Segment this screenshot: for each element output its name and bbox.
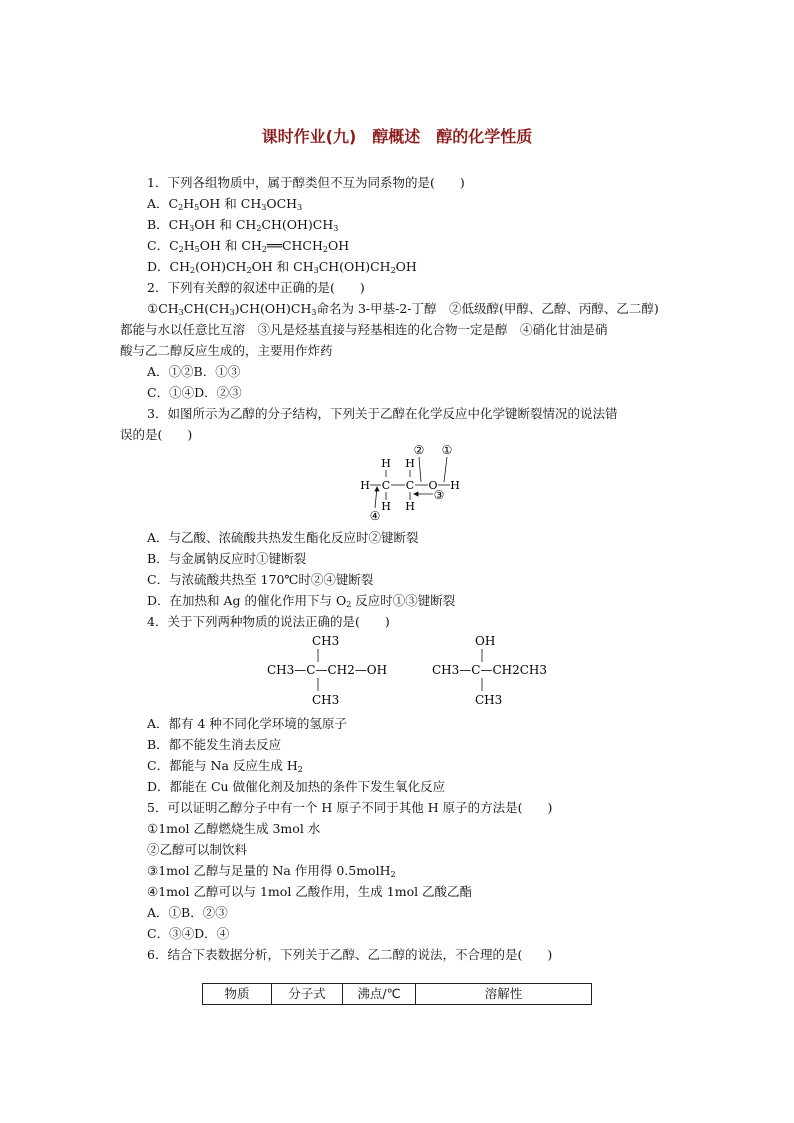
q4-option-b: B．都不能发生消去反应 bbox=[147, 737, 282, 752]
atom-h-top-2: H bbox=[405, 457, 415, 470]
q5-statement-4: ④1mol 乙醇可以与 1mol 乙酸作用，生成 1mol 乙酸乙酯 bbox=[147, 884, 473, 899]
right-main-chain: CH3—C—CH2CH3 bbox=[432, 663, 548, 677]
q2-statement-1: $①CH_3CH(CH_3)CH(OH)CH_3$命名为 3-甲基-2-丁醇 ②低级醇(甲醇、乙醇、丙醇、乙二醇) bbox=[147, 301, 659, 317]
atom-o: O bbox=[428, 479, 438, 492]
bond-label-3: ③ bbox=[433, 488, 445, 502]
q4-stem: 4．关于下列两种物质的说法正确的是( ) bbox=[147, 614, 390, 629]
q5-statement-2: ②乙醇可以制饮料 bbox=[147, 842, 248, 857]
header-solubility: 溶解性 bbox=[484, 986, 523, 1001]
q2-statement-3: 酸与乙二醇反应生成的，主要用作炸药 bbox=[120, 343, 333, 358]
atom-h-bot-2: H bbox=[405, 500, 415, 513]
q6-data-table-header bbox=[202, 983, 592, 1005]
header-boiling-point: 沸点/℃ bbox=[343, 984, 416, 1004]
q4-option-c: C．都能与 Na 反应生成 $H_2$ bbox=[147, 758, 303, 774]
q5-statement-3: ③1mol 乙醇与足量的 Na 作用得 0.5molH$_2$ bbox=[147, 863, 396, 879]
q1-stem: 1．下列各组物质中，属于醇类但不互为同系物的是( ) bbox=[147, 175, 465, 190]
q2-options-cd: C．①④D．②③ bbox=[147, 385, 242, 400]
q1-option-c: C．$C_2H_5OH$ 和 $CH_2══CHCH_2OH$ bbox=[147, 238, 350, 254]
q3-option-b: B．与金属钠反应时①键断裂 bbox=[147, 551, 307, 566]
bond-label-4: ④ bbox=[369, 509, 381, 523]
atom-h-right: H bbox=[450, 479, 460, 492]
q2-statement-2: 都能与水以任意比互溶 ③凡是烃基直接与羟基相连的化合物一定是醇 ④硝化甘油是硝 bbox=[120, 322, 608, 337]
q6-stem: 6．结合下表数据分析，下列关于乙醇、乙二醇的说法，不合理的是( ) bbox=[147, 947, 553, 962]
q3-stem-1: 3．如图所示为乙醇的分子结构，下列关于乙醇在化学反应中化学键断裂情况的说法错 bbox=[147, 406, 618, 421]
left-top-group: CH3 bbox=[312, 634, 340, 648]
atom-c-1: C bbox=[381, 479, 391, 492]
q3-stem-2: 误的是( ) bbox=[120, 427, 193, 442]
q5-statement-1: ①1mol 乙醇燃烧生成 3mol 水 bbox=[147, 821, 321, 836]
left-bottom-group: CH3 bbox=[312, 693, 340, 707]
q2-options-ab: A．①②B．①③ bbox=[147, 364, 241, 379]
left-main-chain: CH3—C—CH2—OH bbox=[267, 663, 388, 677]
q4-option-a: A．都有 4 种不同化学环境的氢原子 bbox=[147, 716, 347, 731]
q5-options-cd: C．③④D．④ bbox=[147, 926, 230, 941]
q5-options-ab: A．①B．②③ bbox=[147, 905, 228, 920]
q3-option-d: D．在加热和 Ag 的催化作用下与 $O_2$ 反应时①③键断裂 bbox=[147, 593, 456, 609]
q3-option-a: A．与乙酸、浓硫酸共热发生酯化反应时②键断裂 bbox=[147, 530, 419, 545]
bond-label-2: ② bbox=[413, 443, 425, 457]
q2-stem: 2．下列有关醇的叙述中正确的是( ) bbox=[147, 280, 365, 295]
q1-option-a: A．$C_2H_5OH$ 和 $CH_3OCH_3$ bbox=[147, 196, 303, 212]
q4-option-d: D．都能在 Cu 做催化剂及加热的条件下发生氧化反应 bbox=[147, 779, 446, 794]
structural-formulas bbox=[262, 632, 572, 710]
right-top-group: OH bbox=[475, 634, 496, 648]
atom-h-left: H bbox=[360, 479, 370, 492]
atom-h-bot-1: H bbox=[381, 500, 391, 513]
header-substance: 物质 bbox=[203, 984, 272, 1004]
atom-c-2: C bbox=[405, 479, 415, 492]
q5-stem: 5．可以证明乙醇分子中有一个 H 原子不同于其他 H 原子的方法是( ) bbox=[147, 800, 553, 815]
right-bottom-group: CH3 bbox=[475, 693, 503, 707]
q3-option-c: C．与浓硫酸共热至 170℃时②④键断裂 bbox=[147, 572, 374, 587]
ethanol-structure-diagram bbox=[355, 442, 475, 524]
q1-option-b: B．$CH_3OH$ 和 $CH_2CH(OH)CH_3$ bbox=[147, 217, 339, 233]
q1-option-d: D．$CH_2(OH)CH_2OH$ 和 $CH_3CH(OH)CH_2OH$ bbox=[147, 259, 417, 275]
atom-h-top-1: H bbox=[381, 457, 391, 470]
bond-label-1: ① bbox=[441, 443, 453, 457]
page-title: 课时作业(九) 醇概述 醇的化学性质 bbox=[261, 127, 533, 146]
header-formula: 分子式 bbox=[272, 984, 343, 1004]
